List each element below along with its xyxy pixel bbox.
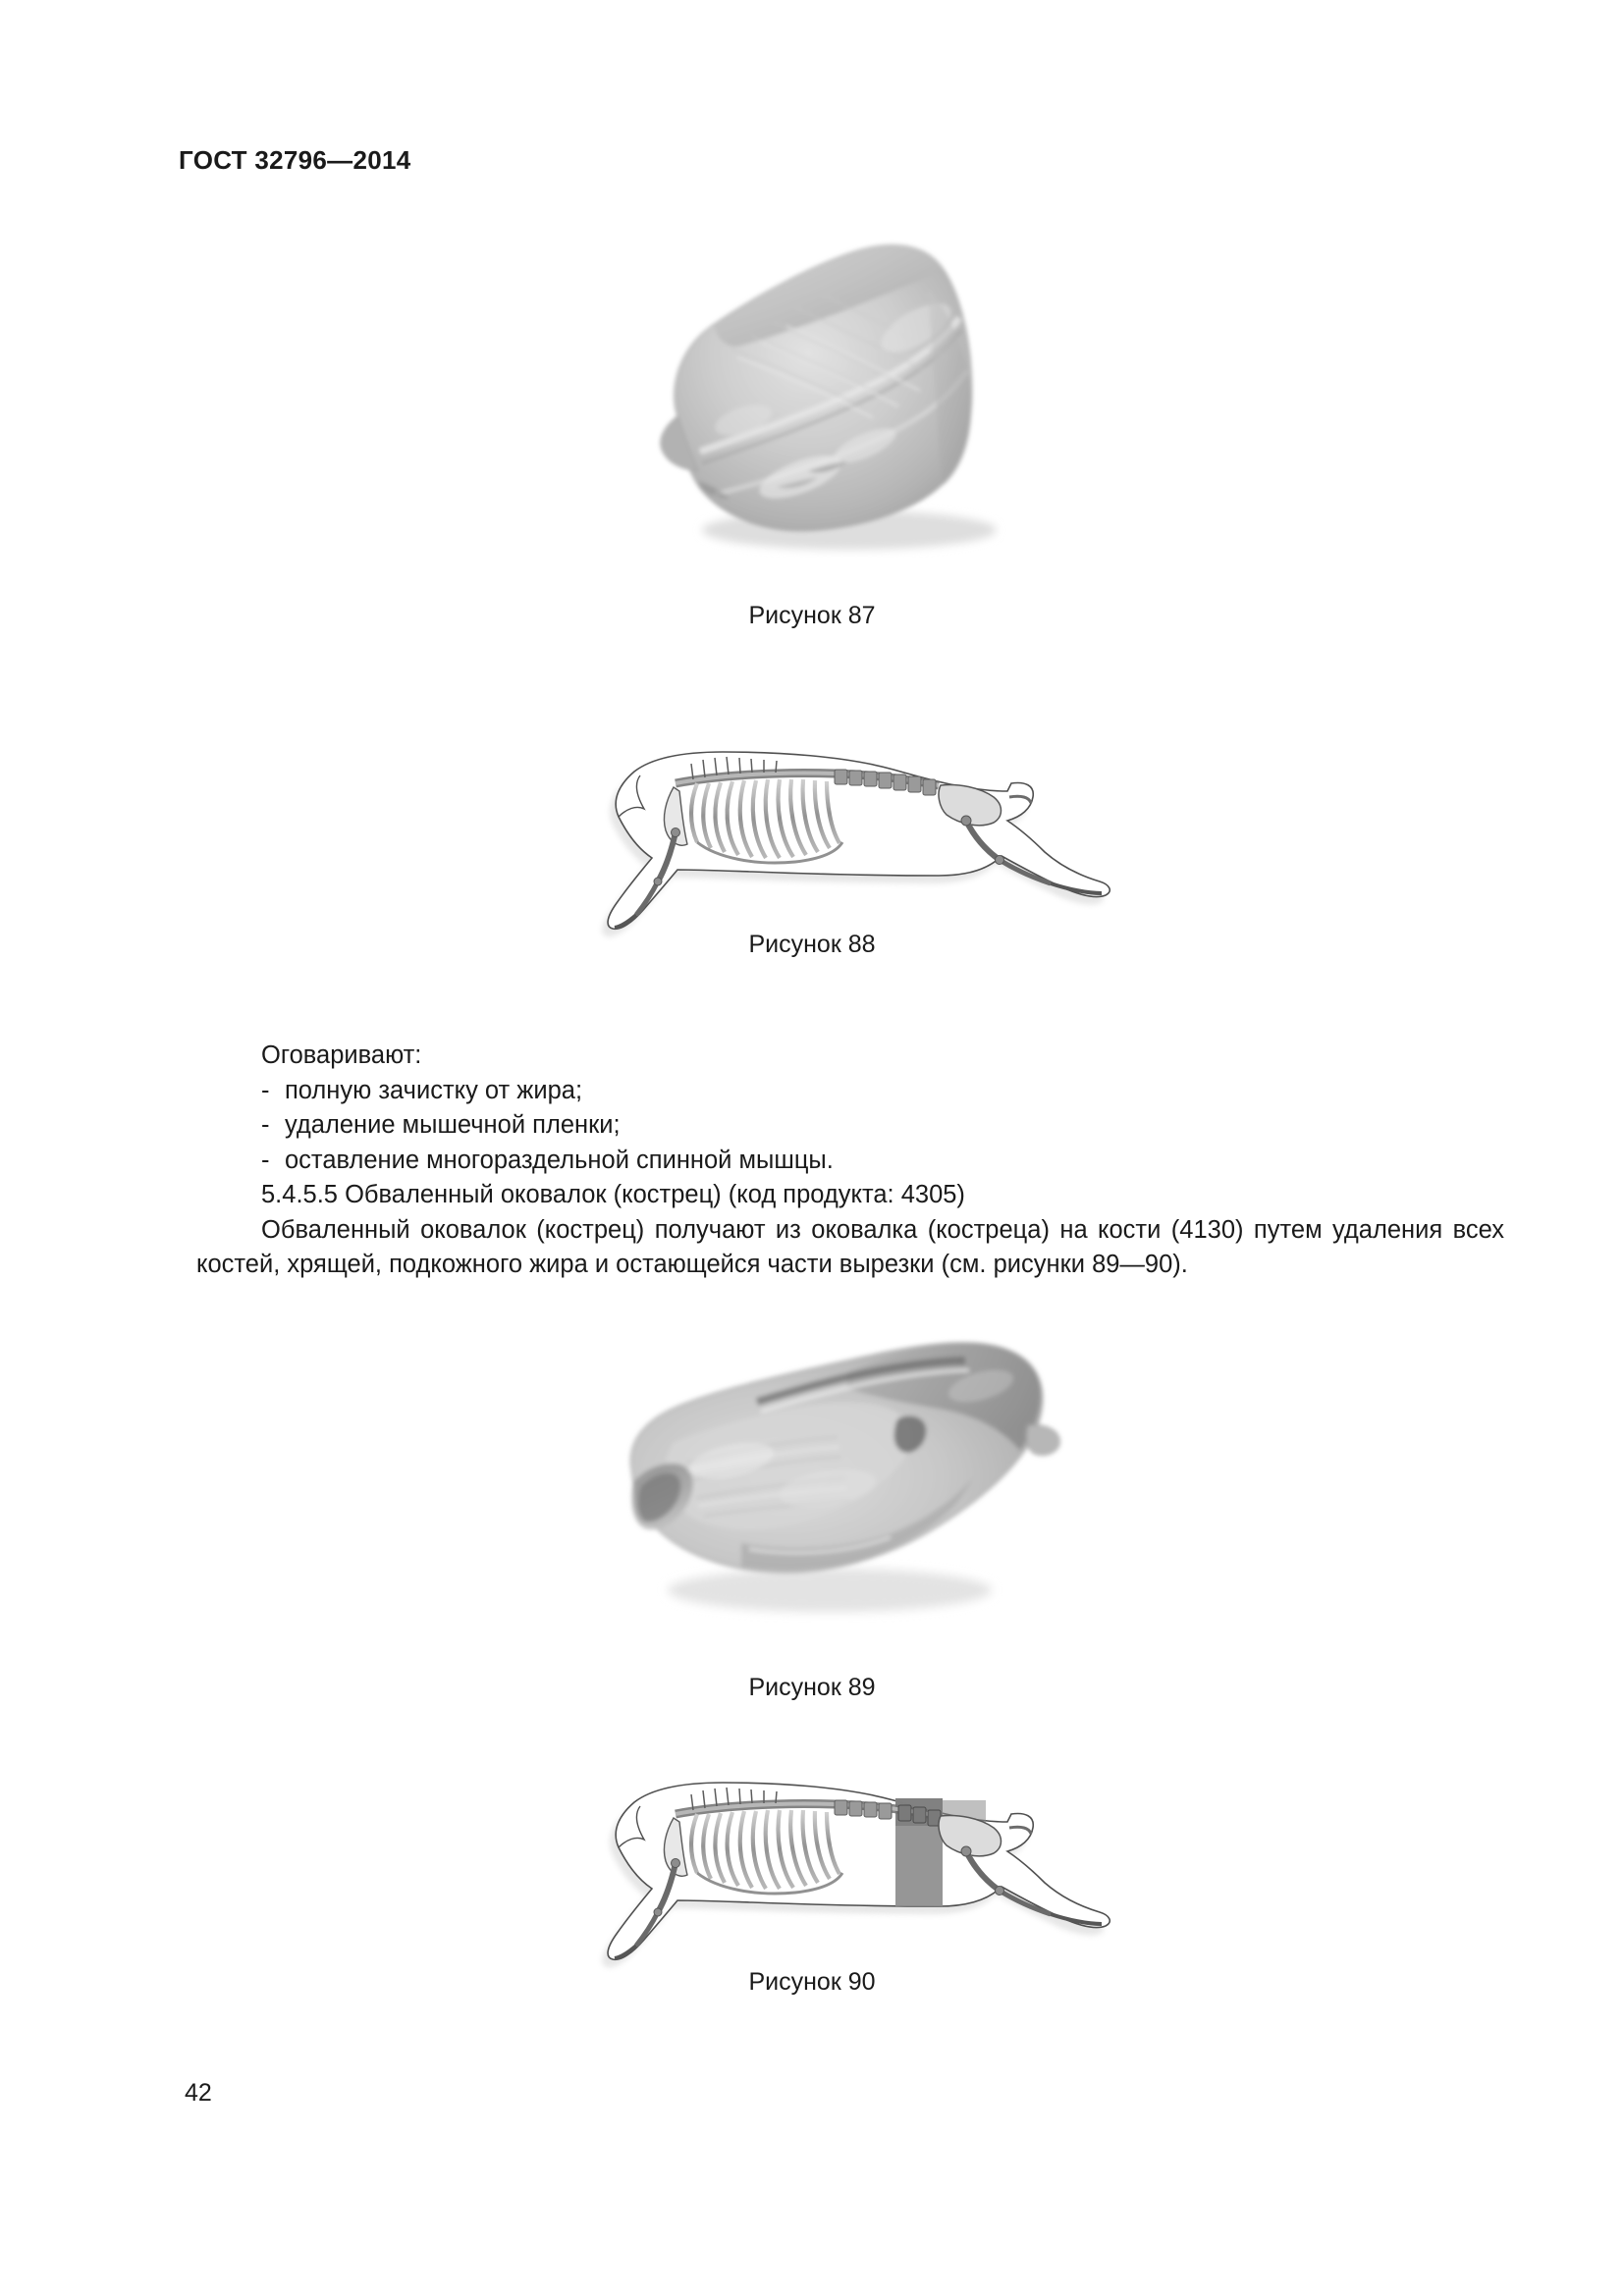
rump-cut-right-flap — [1026, 1425, 1059, 1456]
figure-87-caption: Рисунок 87 — [748, 602, 876, 629]
boneless-meat-cut-illustration — [604, 224, 1065, 562]
figure-89-photograph — [584, 1296, 1075, 1629]
clause-heading: 5.4.5.5 Обваленный оковалок (кострец) (код продукта: 4305) — [261, 1181, 965, 1208]
list-item-label: оставление многораздельной спинной мышцы. — [285, 1146, 834, 1174]
body-text-block — [196, 1039, 1504, 1283]
bullet-dash: - — [261, 1146, 270, 1174]
figure-88-diagram — [550, 726, 1139, 942]
figure-88-block — [0, 726, 1624, 1050]
figure-88-caption: Рисунок 88 — [748, 931, 876, 958]
figure-90-block — [0, 1757, 1624, 2081]
figure-90-caption: Рисунок 90 — [748, 1968, 876, 1996]
bullet-dash: - — [261, 1076, 270, 1104]
list-item-label: полную зачистку от жира; — [285, 1076, 583, 1104]
figure-87-block — [0, 224, 1624, 656]
list-item-label: удаление мышечной пленки; — [285, 1111, 621, 1139]
document-standard-header: ГОСТ 32796—2014 — [179, 145, 411, 175]
lead-sentence: Оговаривают: — [261, 1041, 422, 1069]
list-item — [196, 1108, 1504, 1144]
list-item — [196, 1144, 1504, 1179]
figure-89-caption: Рисунок 89 — [748, 1674, 876, 1701]
clause-paragraph: Обваленный оковалок (кострец) получают из оковалка (костреца) на кости (4130) путем удаления всех костей, хрящей, подкожного жира и остающейся части вырезки (см. рисунки 89—90). — [196, 1215, 1504, 1278]
carcass-skeleton-outline-plain — [550, 726, 1139, 942]
bullet-dash: - — [261, 1111, 270, 1139]
figure-90-diagram — [550, 1757, 1159, 1983]
list-item — [196, 1074, 1504, 1109]
figure-87-photograph — [604, 224, 1065, 562]
carcass-skeleton-outline-highlighted — [550, 1757, 1159, 1983]
boneless-rump-cut-illustration — [584, 1296, 1075, 1629]
page-number: 42 — [185, 2079, 212, 2107]
requirements-list — [196, 1074, 1504, 1179]
figure-89-block — [0, 1296, 1624, 1737]
